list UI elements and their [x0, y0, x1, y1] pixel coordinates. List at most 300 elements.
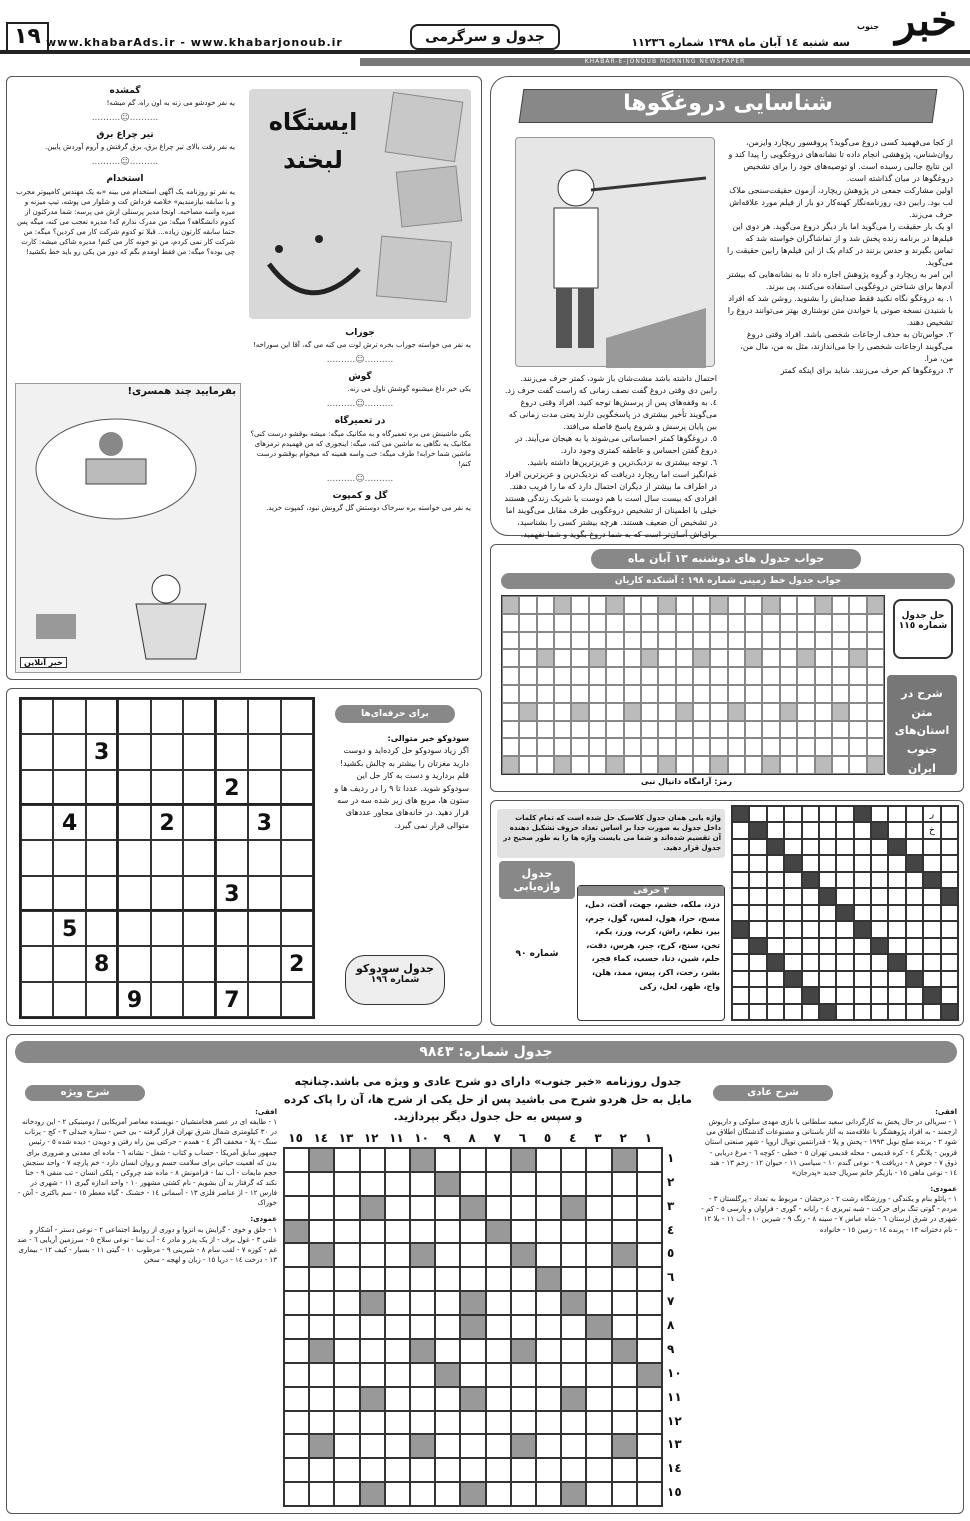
crossword-cell[interactable]: [334, 1243, 359, 1267]
sudoku-cell[interactable]: [151, 911, 183, 946]
sudoku-cell[interactable]: [21, 699, 53, 734]
word-cell[interactable]: [923, 938, 940, 954]
crossword-cell[interactable]: [284, 1411, 309, 1435]
word-cell[interactable]: [923, 1004, 940, 1020]
crossword-cell[interactable]: [561, 1172, 586, 1196]
word-cell[interactable]: [871, 921, 888, 937]
word-cell[interactable]: [749, 855, 766, 871]
sudoku-cell[interactable]: [248, 876, 280, 911]
crossword-cell[interactable]: [486, 1315, 511, 1339]
word-cell[interactable]: [923, 971, 940, 987]
crossword-cell[interactable]: [309, 1172, 334, 1196]
crossword-cell[interactable]: [284, 1267, 309, 1291]
word-cell[interactable]: [749, 938, 766, 954]
crossword-cell[interactable]: [486, 1387, 511, 1411]
word-cell[interactable]: [802, 905, 819, 921]
word-cell[interactable]: [802, 822, 819, 838]
word-cell[interactable]: [749, 839, 766, 855]
crossword-cell[interactable]: [637, 1458, 662, 1482]
crossword-cell[interactable]: [586, 1363, 611, 1387]
sudoku-cell[interactable]: [248, 840, 280, 875]
word-cell[interactable]: [732, 905, 749, 921]
crossword-cell[interactable]: [612, 1482, 637, 1506]
word-cell[interactable]: [732, 839, 749, 855]
word-cell[interactable]: [819, 921, 836, 937]
word-cell[interactable]: [784, 1004, 801, 1020]
word-cell[interactable]: [767, 921, 784, 937]
sudoku-cell[interactable]: [53, 770, 85, 805]
word-cell[interactable]: خ: [923, 822, 940, 838]
sudoku-cell[interactable]: [86, 805, 118, 840]
word-cell[interactable]: [888, 839, 905, 855]
crossword-cell[interactable]: [561, 1363, 586, 1387]
sudoku-cell[interactable]: [281, 876, 313, 911]
crossword-cell[interactable]: [536, 1172, 561, 1196]
crossword-cell[interactable]: [486, 1482, 511, 1506]
word-cell[interactable]: [836, 872, 853, 888]
word-cell[interactable]: [854, 1004, 871, 1020]
word-cell[interactable]: [923, 921, 940, 937]
word-cell[interactable]: [854, 987, 871, 1003]
crossword-cell[interactable]: [536, 1434, 561, 1458]
word-cell[interactable]: [767, 822, 784, 838]
word-cell[interactable]: [749, 921, 766, 937]
crossword-cell[interactable]: [334, 1315, 359, 1339]
word-cell[interactable]: [767, 905, 784, 921]
word-cell[interactable]: [749, 954, 766, 970]
crossword-cell[interactable]: [284, 1291, 309, 1315]
word-cell[interactable]: [941, 938, 958, 954]
sudoku-cell[interactable]: [21, 840, 53, 875]
word-cell[interactable]: [819, 806, 836, 822]
crossword-cell[interactable]: [637, 1387, 662, 1411]
word-cell[interactable]: [854, 822, 871, 838]
crossword-cell[interactable]: [435, 1315, 460, 1339]
crossword-cell[interactable]: [511, 1387, 536, 1411]
sudoku-cell[interactable]: [151, 699, 183, 734]
word-cell[interactable]: [749, 872, 766, 888]
sudoku-cell[interactable]: [248, 770, 280, 805]
word-cell[interactable]: [819, 855, 836, 871]
crossword-cell[interactable]: [486, 1267, 511, 1291]
word-cell[interactable]: [732, 855, 749, 871]
crossword-cell[interactable]: [435, 1148, 460, 1172]
word-cell[interactable]: [784, 888, 801, 904]
word-cell[interactable]: ر: [923, 806, 940, 822]
crossword-cell[interactable]: [385, 1411, 410, 1435]
sudoku-cell[interactable]: [281, 734, 313, 769]
crossword-cell[interactable]: [586, 1172, 611, 1196]
word-cell[interactable]: [767, 872, 784, 888]
crossword-cell[interactable]: [637, 1243, 662, 1267]
crossword-cell[interactable]: [612, 1387, 637, 1411]
crossword-cell[interactable]: [309, 1363, 334, 1387]
crossword-cell[interactable]: [637, 1339, 662, 1363]
crossword-cell[interactable]: [612, 1220, 637, 1244]
word-cell[interactable]: [871, 855, 888, 871]
crossword-cell[interactable]: [460, 1243, 485, 1267]
sudoku-cell[interactable]: 5: [53, 911, 85, 946]
crossword-cell[interactable]: [536, 1458, 561, 1482]
word-cell[interactable]: [802, 872, 819, 888]
crossword-cell[interactable]: [511, 1458, 536, 1482]
crossword-cell[interactable]: [586, 1434, 611, 1458]
crossword-cell[interactable]: [486, 1291, 511, 1315]
word-cell[interactable]: [749, 905, 766, 921]
crossword-cell[interactable]: [385, 1339, 410, 1363]
word-cell[interactable]: [802, 971, 819, 987]
sudoku-cell[interactable]: [151, 734, 183, 769]
crossword-cell[interactable]: [511, 1172, 536, 1196]
sudoku-cell[interactable]: 3: [248, 805, 280, 840]
word-cell[interactable]: [784, 872, 801, 888]
word-cell[interactable]: [888, 905, 905, 921]
word-cell[interactable]: [941, 971, 958, 987]
word-cell[interactable]: [767, 888, 784, 904]
word-cell[interactable]: [732, 938, 749, 954]
word-cell[interactable]: [854, 971, 871, 987]
sudoku-cell[interactable]: [53, 982, 85, 1017]
sudoku-cell[interactable]: [118, 770, 150, 805]
word-cell[interactable]: [888, 987, 905, 1003]
crossword-cell[interactable]: [612, 1315, 637, 1339]
word-cell[interactable]: [819, 971, 836, 987]
sudoku-cell[interactable]: 4: [53, 805, 85, 840]
crossword-cell[interactable]: [561, 1458, 586, 1482]
word-cell[interactable]: [854, 954, 871, 970]
crossword-cell[interactable]: [385, 1291, 410, 1315]
word-cell[interactable]: [767, 1004, 784, 1020]
crossword-cell[interactable]: [536, 1363, 561, 1387]
word-cell[interactable]: [941, 872, 958, 888]
crossword-cell[interactable]: [334, 1267, 359, 1291]
word-cell[interactable]: [888, 971, 905, 987]
crossword-cell[interactable]: [637, 1434, 662, 1458]
crossword-cell[interactable]: [486, 1434, 511, 1458]
word-cell[interactable]: [906, 905, 923, 921]
sudoku-cell[interactable]: [216, 699, 248, 734]
crossword-cell[interactable]: [486, 1243, 511, 1267]
crossword-cell[interactable]: [561, 1339, 586, 1363]
crossword-cell[interactable]: [360, 1267, 385, 1291]
crossword-cell[interactable]: [460, 1220, 485, 1244]
crossword-cell[interactable]: [360, 1458, 385, 1482]
sudoku-cell[interactable]: [151, 946, 183, 981]
crossword-cell[interactable]: [586, 1220, 611, 1244]
sudoku-cell[interactable]: [183, 770, 215, 805]
word-cell[interactable]: [819, 888, 836, 904]
crossword-cell[interactable]: [410, 1196, 435, 1220]
word-cell[interactable]: [871, 872, 888, 888]
word-cell[interactable]: [836, 954, 853, 970]
crossword-cell[interactable]: [612, 1267, 637, 1291]
crossword-cell[interactable]: [334, 1482, 359, 1506]
word-cell[interactable]: [836, 888, 853, 904]
crossword-cell[interactable]: [385, 1220, 410, 1244]
word-cell[interactable]: [732, 954, 749, 970]
crossword-cell[interactable]: [284, 1196, 309, 1220]
crossword-cell[interactable]: [460, 1172, 485, 1196]
crossword-cell[interactable]: [561, 1434, 586, 1458]
word-cell[interactable]: [749, 971, 766, 987]
sudoku-cell[interactable]: [216, 911, 248, 946]
word-cell[interactable]: [941, 905, 958, 921]
word-cell[interactable]: [888, 822, 905, 838]
crossword-cell[interactable]: [561, 1267, 586, 1291]
sudoku-cell[interactable]: [21, 770, 53, 805]
crossword-cell[interactable]: [410, 1458, 435, 1482]
sudoku-cell[interactable]: [86, 911, 118, 946]
crossword-cell[interactable]: [486, 1363, 511, 1387]
sudoku-cell[interactable]: [281, 840, 313, 875]
sudoku-cell[interactable]: [21, 946, 53, 981]
word-cell[interactable]: [923, 839, 940, 855]
crossword-cell[interactable]: [284, 1482, 309, 1506]
word-cell[interactable]: [871, 888, 888, 904]
crossword-cell[interactable]: [612, 1291, 637, 1315]
crossword-cell[interactable]: [284, 1172, 309, 1196]
crossword-cell[interactable]: [586, 1243, 611, 1267]
crossword-cell[interactable]: [435, 1482, 460, 1506]
crossword-cell[interactable]: [586, 1387, 611, 1411]
sudoku-cell[interactable]: 2: [151, 805, 183, 840]
word-cell[interactable]: [819, 822, 836, 838]
crossword-cell[interactable]: [460, 1267, 485, 1291]
crossword-cell[interactable]: [360, 1363, 385, 1387]
sudoku-cell[interactable]: [21, 734, 53, 769]
word-cell[interactable]: [871, 822, 888, 838]
crossword-cell[interactable]: [486, 1196, 511, 1220]
crossword-cell[interactable]: [309, 1291, 334, 1315]
word-cell[interactable]: [923, 855, 940, 871]
word-cell[interactable]: [888, 938, 905, 954]
word-cell[interactable]: [941, 987, 958, 1003]
crossword-cell[interactable]: [586, 1458, 611, 1482]
crossword-cell[interactable]: [536, 1387, 561, 1411]
sudoku-cell[interactable]: [21, 805, 53, 840]
crossword-cell[interactable]: [284, 1148, 309, 1172]
sudoku-cell[interactable]: [21, 876, 53, 911]
crossword-cell[interactable]: [460, 1434, 485, 1458]
word-cell[interactable]: [906, 987, 923, 1003]
crossword-cell[interactable]: [410, 1220, 435, 1244]
word-cell[interactable]: [941, 855, 958, 871]
sudoku-cell[interactable]: [248, 982, 280, 1017]
crossword-cell[interactable]: [536, 1411, 561, 1435]
sudoku-cell[interactable]: [183, 734, 215, 769]
crossword-cell[interactable]: [511, 1196, 536, 1220]
crossword-cell[interactable]: [410, 1315, 435, 1339]
crossword-cell[interactable]: [334, 1196, 359, 1220]
sudoku-cell[interactable]: [151, 840, 183, 875]
word-cell[interactable]: [732, 872, 749, 888]
crossword-cell[interactable]: [612, 1172, 637, 1196]
crossword-cell[interactable]: [309, 1387, 334, 1411]
word-cell[interactable]: [906, 839, 923, 855]
sudoku-cell[interactable]: [183, 699, 215, 734]
word-cell[interactable]: [941, 806, 958, 822]
crossword-cell[interactable]: [385, 1243, 410, 1267]
sudoku-cell[interactable]: [216, 734, 248, 769]
crossword-cell[interactable]: [410, 1411, 435, 1435]
sudoku-cell[interactable]: 2: [216, 770, 248, 805]
crossword-cell[interactable]: [561, 1148, 586, 1172]
crossword-cell[interactable]: [511, 1315, 536, 1339]
word-cell[interactable]: [732, 971, 749, 987]
crossword-cell[interactable]: [460, 1363, 485, 1387]
word-cell[interactable]: [784, 954, 801, 970]
word-cell[interactable]: [767, 954, 784, 970]
word-cell[interactable]: [871, 1004, 888, 1020]
crossword-cell[interactable]: [536, 1482, 561, 1506]
word-cell[interactable]: [923, 987, 940, 1003]
word-cell[interactable]: [784, 839, 801, 855]
crossword-cell[interactable]: [586, 1291, 611, 1315]
word-cell[interactable]: [854, 905, 871, 921]
crossword-cell[interactable]: [511, 1291, 536, 1315]
crossword-cell[interactable]: [561, 1220, 586, 1244]
sudoku-cell[interactable]: [248, 946, 280, 981]
word-cell[interactable]: [871, 938, 888, 954]
word-cell[interactable]: [906, 954, 923, 970]
crossword-cell[interactable]: [284, 1458, 309, 1482]
word-cell[interactable]: [732, 1004, 749, 1020]
crossword-cell[interactable]: [410, 1387, 435, 1411]
word-cell[interactable]: [784, 971, 801, 987]
sudoku-cell[interactable]: [248, 699, 280, 734]
sudoku-cell[interactable]: [53, 734, 85, 769]
word-cell[interactable]: [854, 806, 871, 822]
word-cell[interactable]: [854, 855, 871, 871]
crossword-cell[interactable]: [612, 1196, 637, 1220]
crossword-cell[interactable]: [385, 1196, 410, 1220]
crossword-cell[interactable]: [486, 1339, 511, 1363]
word-cell[interactable]: [906, 1004, 923, 1020]
sudoku-cell[interactable]: [216, 946, 248, 981]
word-cell[interactable]: [802, 938, 819, 954]
word-cell[interactable]: [802, 806, 819, 822]
crossword-cell[interactable]: [637, 1148, 662, 1172]
crossword-cell[interactable]: [637, 1196, 662, 1220]
word-cell[interactable]: [767, 987, 784, 1003]
word-cell[interactable]: [906, 872, 923, 888]
sudoku-cell[interactable]: [183, 876, 215, 911]
crossword-cell[interactable]: [284, 1339, 309, 1363]
word-cell[interactable]: [906, 971, 923, 987]
word-cell[interactable]: [888, 806, 905, 822]
crossword-cell[interactable]: [385, 1434, 410, 1458]
sudoku-cell[interactable]: [118, 805, 150, 840]
crossword-cell[interactable]: [410, 1482, 435, 1506]
word-cell[interactable]: [941, 888, 958, 904]
sudoku-cell[interactable]: [281, 770, 313, 805]
word-cell[interactable]: [871, 839, 888, 855]
crossword-cell[interactable]: [334, 1363, 359, 1387]
sudoku-cell[interactable]: [151, 876, 183, 911]
crossword-cell[interactable]: [284, 1243, 309, 1267]
crossword-cell[interactable]: [637, 1315, 662, 1339]
word-cell[interactable]: [819, 839, 836, 855]
word-cell[interactable]: [941, 954, 958, 970]
crossword-cell[interactable]: [284, 1434, 309, 1458]
sudoku-cell[interactable]: [183, 805, 215, 840]
word-cell[interactable]: [767, 938, 784, 954]
word-cell[interactable]: [836, 1004, 853, 1020]
word-cell[interactable]: [923, 954, 940, 970]
crossword-cell[interactable]: [435, 1339, 460, 1363]
word-cell[interactable]: [767, 855, 784, 871]
word-cell[interactable]: [802, 888, 819, 904]
word-cell[interactable]: [836, 855, 853, 871]
sudoku-cell[interactable]: [183, 840, 215, 875]
word-cell[interactable]: [854, 921, 871, 937]
sudoku-cell[interactable]: [281, 982, 313, 1017]
word-cell[interactable]: [819, 987, 836, 1003]
word-cell[interactable]: [906, 855, 923, 871]
sudoku-cell[interactable]: [86, 982, 118, 1017]
word-cell[interactable]: [784, 822, 801, 838]
word-cell[interactable]: [941, 921, 958, 937]
word-cell[interactable]: [888, 921, 905, 937]
crossword-cell[interactable]: [586, 1196, 611, 1220]
crossword-cell[interactable]: [385, 1148, 410, 1172]
word-cell[interactable]: [819, 954, 836, 970]
word-cell[interactable]: [784, 855, 801, 871]
crossword-cell[interactable]: [561, 1315, 586, 1339]
crossword-cell[interactable]: [334, 1172, 359, 1196]
sudoku-cell[interactable]: [216, 805, 248, 840]
sudoku-cell[interactable]: [248, 734, 280, 769]
sudoku-cell[interactable]: [53, 840, 85, 875]
word-cell[interactable]: [767, 806, 784, 822]
crossword-cell[interactable]: [334, 1148, 359, 1172]
sudoku-cell[interactable]: [248, 911, 280, 946]
word-cell[interactable]: [888, 872, 905, 888]
word-cell[interactable]: [732, 822, 749, 838]
crossword-cell[interactable]: [511, 1363, 536, 1387]
crossword-cell[interactable]: [334, 1434, 359, 1458]
sudoku-cell[interactable]: [118, 876, 150, 911]
sudoku-cell[interactable]: [151, 770, 183, 805]
crossword-cell[interactable]: [460, 1148, 485, 1172]
word-cell[interactable]: [802, 954, 819, 970]
word-cell[interactable]: [732, 888, 749, 904]
crossword-cell[interactable]: [536, 1196, 561, 1220]
word-cell[interactable]: [749, 806, 766, 822]
crossword-cell[interactable]: [561, 1411, 586, 1435]
word-cell[interactable]: [836, 905, 853, 921]
crossword-cell[interactable]: [486, 1411, 511, 1435]
word-cell[interactable]: [854, 938, 871, 954]
crossword-cell[interactable]: [360, 1434, 385, 1458]
word-cell[interactable]: [749, 987, 766, 1003]
word-cell[interactable]: [836, 839, 853, 855]
word-cell[interactable]: [854, 888, 871, 904]
crossword-cell[interactable]: [586, 1267, 611, 1291]
crossword-cell[interactable]: [284, 1363, 309, 1387]
crossword-cell[interactable]: [309, 1482, 334, 1506]
sudoku-cell[interactable]: 7: [216, 982, 248, 1017]
crossword-cell[interactable]: [284, 1387, 309, 1411]
word-cell[interactable]: [802, 921, 819, 937]
word-cell[interactable]: [871, 987, 888, 1003]
crossword-cell[interactable]: [284, 1315, 309, 1339]
sudoku-cell[interactable]: [118, 911, 150, 946]
word-cell[interactable]: [854, 872, 871, 888]
crossword-cell[interactable]: [536, 1291, 561, 1315]
crossword-cell[interactable]: [612, 1363, 637, 1387]
crossword-cell[interactable]: [435, 1458, 460, 1482]
